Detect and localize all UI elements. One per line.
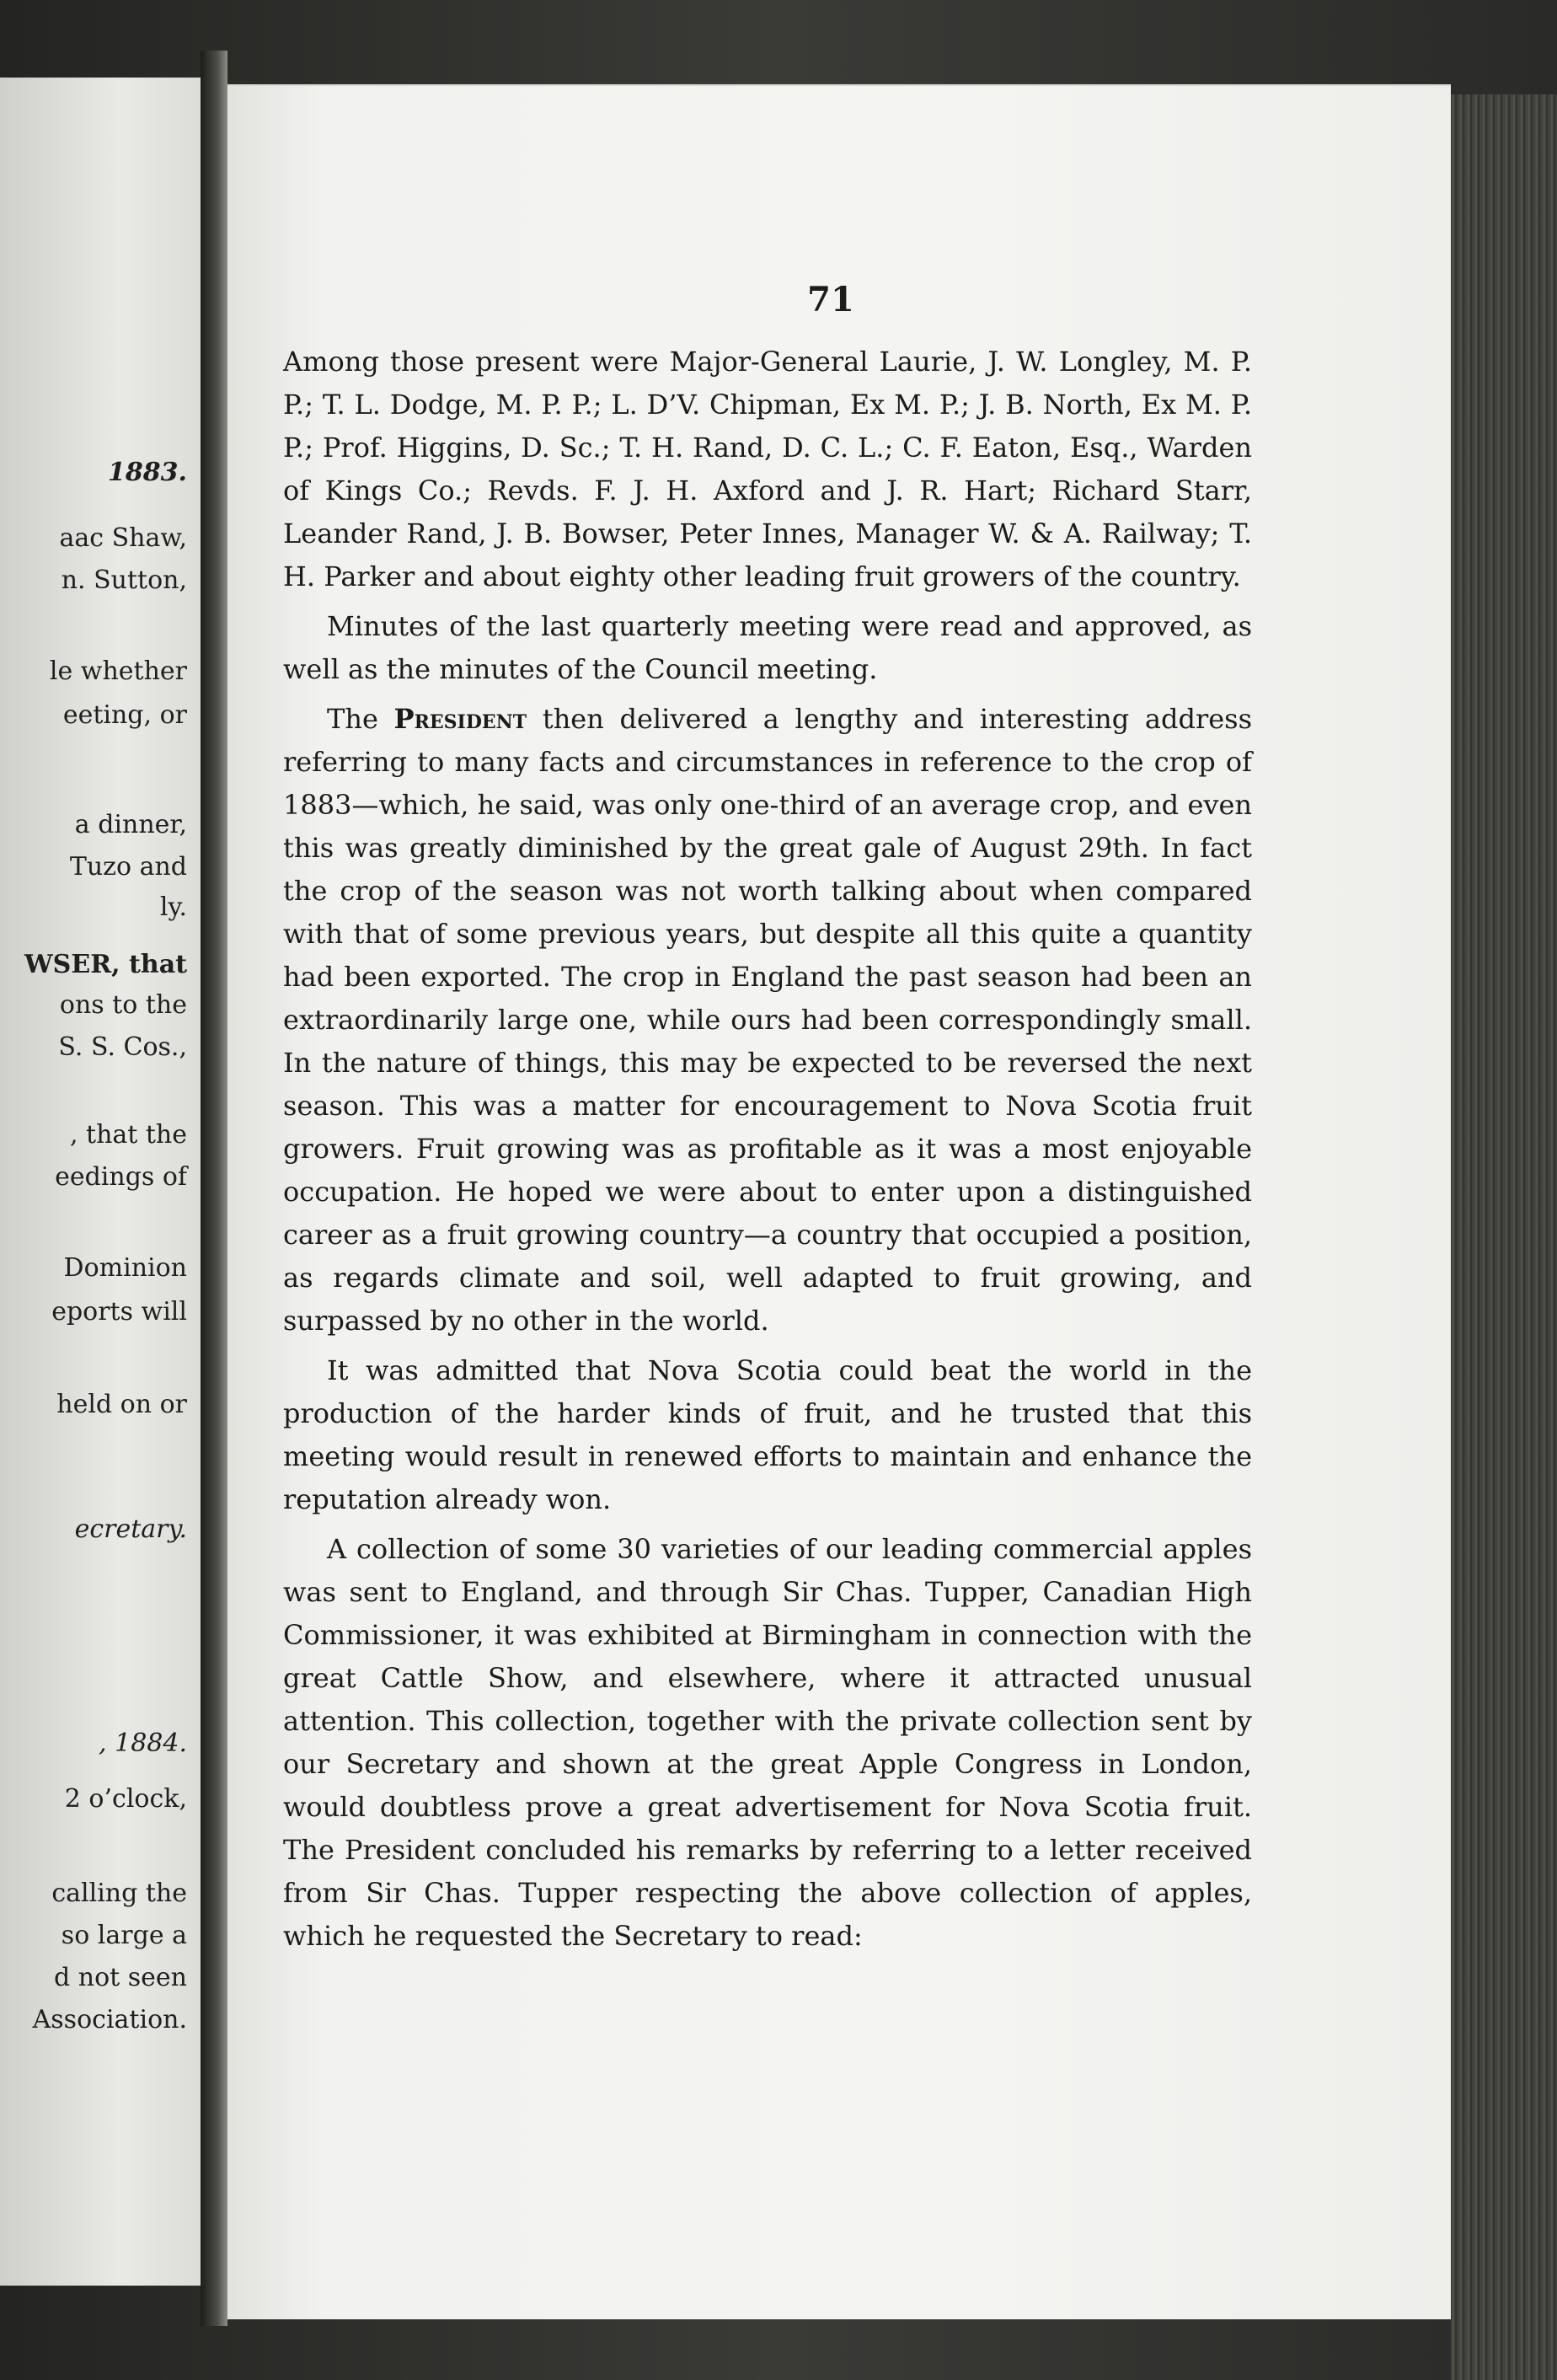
paragraph-collection: A collection of some 30 varieties of our leading commercial apples was sent to England, and through Sir Chas. Tupper, Canadian High Commissioner, it was exhibited at Birmingham in connection with the great Cattle Show, and elsewhere, where it attracted unusual attention. This collection, together with the private collection sent by our Secretary and shown at the great Apple Congress in London, would doubtless prove a great advertisement for Nova Scotia fruit. The President concluded his remarks by referring to a letter received from Sir Chas. Tupper respecting the above collection of apples, which he requested the Secretary to read: [283, 1533, 1252, 1952]
previous-page-fragment [0, 78, 201, 2286]
left-line: a dinner, [74, 810, 187, 839]
left-line: calling the [51, 1879, 187, 1908]
body-text [283, 340, 1252, 1965]
left-line: d not seen [54, 1963, 187, 1992]
paragraph-nova-scotia: It was admitted that Nova Scotia could beat the world in the production of the harder kinds of fruit, and he trusted that this meeting would result in renewed efforts to maintain and enhance the reputation already won. [283, 1354, 1252, 1515]
left-line: eports will [51, 1297, 187, 1327]
left-line: Association. [32, 2005, 187, 2034]
left-line: ly. [159, 892, 187, 922]
left-line: WSER, that [24, 950, 187, 979]
left-line: ons to the [59, 990, 187, 1020]
paragraph-lead-word: The [327, 703, 378, 735]
left-line: aac Shaw, [59, 523, 187, 553]
left-line: , that the [69, 1120, 187, 1150]
book-gutter [201, 51, 227, 2326]
left-line: le whether [49, 657, 187, 686]
left-line: n. Sutton, [61, 566, 187, 595]
left-line: 1883. [108, 458, 187, 487]
left-line: 2 o’clock, [64, 1784, 187, 1814]
paragraph-attendees: Among those present were Major-General Laurie, J. W. Longley, M. P. P.; T. L. Dodge, M. P. P.; L. D’V. Chipman, Ex M. P.; J. B. North, Ex M. P. P.; Prof. Higgins, D. Sc.; T. H. Rand, D. C. L.; C. F. Eaton, Esq., Warden of Kings Co.; Revds. F. J. H. Axford and J. R. Hart; Richard Starr, Leander Rand, J. B. Bowser, Peter Innes, Manager W. & A. Railway; T. H. Parker and about eighty other leading fruit growers of the country. [283, 346, 1252, 592]
paragraph-body: then delivered a lengthy and interesting address referring to many facts and circumstances in reference to the crop of 1883—which, he said, was only one-third of an average crop, and even this was greatly diminished by the great gale of August 29th. In fact the crop of the season was not worth talking about when compared with that of some previous years, but despite all this quite a quantity had been exported. The crop in England the past season had been an extraordinarily large one, while ours had been correspondingly small. In the nature of things, this may be expected to be reversed the next season. This was a matter for encouragement to Nova Scotia fruit growers. Fruit growing was as profitable as it was a most enjoyable occupation. He hoped we were about to enter upon a distinguished career as a fruit growing country—a country that occupied a position, as regards climate and soil, well adapted to fruit growing, and surpassed by no other in the world. [283, 703, 1253, 1337]
left-line: eedings of [55, 1162, 187, 1192]
president-smallcaps: President [393, 703, 527, 735]
left-line: eeting, or [62, 700, 187, 730]
left-line: , 1884. [99, 1729, 187, 1758]
paragraph-president-address [283, 698, 1252, 1343]
left-line: so large a [61, 1921, 187, 1950]
left-line: S. S. Cos., [58, 1032, 187, 1062]
left-line: held on or [56, 1390, 187, 1419]
left-line: Dominion [63, 1253, 187, 1283]
left-line: ecretary. [74, 1514, 187, 1544]
paragraph-minutes: Minutes of the last quarterly meeting were read and approved, as well as the minutes of the Council meeting. [283, 610, 1252, 685]
book-page [227, 84, 1451, 2319]
page-stack-edge [1451, 94, 1557, 2380]
left-line: Tuzo and [69, 852, 187, 882]
page-number: 71 [807, 280, 854, 319]
